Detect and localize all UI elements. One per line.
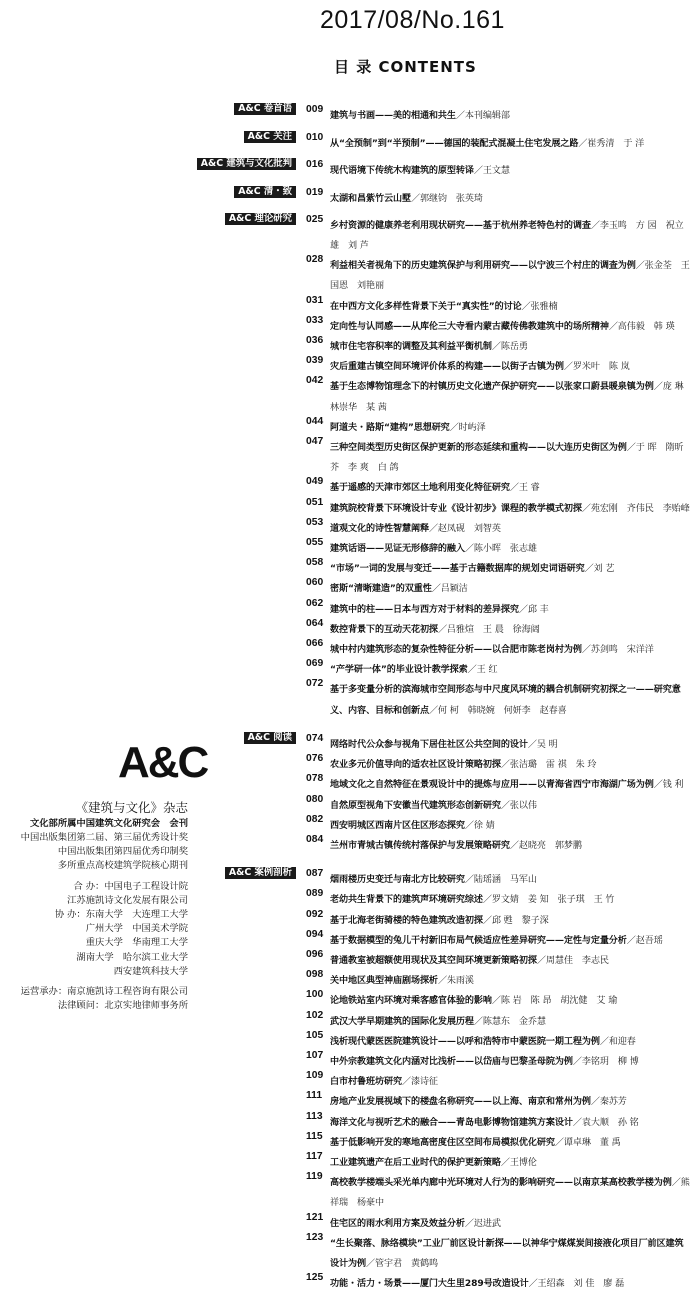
article-author: ／张洁璐 雷 祺 朱 玲 <box>500 760 597 771</box>
page-number: 105 <box>306 1029 324 1041</box>
page-number: 058 <box>306 557 324 569</box>
toc-entry[interactable] <box>0 415 700 435</box>
page-number: 072 <box>306 678 324 690</box>
partner-line: 西安建筑科技大学 <box>113 965 188 977</box>
page-number: 036 <box>306 335 324 347</box>
page-number: 009 <box>306 104 324 115</box>
article-title: 建筑话语——见证无形修辞的融入 <box>330 544 465 555</box>
article-title: 武汉大学早期建筑的国际化发展历程 <box>330 1016 474 1027</box>
article-title: 建筑中的柱——日本与西方对于材料的差异探究 <box>330 604 519 615</box>
article-title: 老幼共生背景下的建筑声环境研究综述 <box>330 895 483 906</box>
article-author: ／王 红 <box>467 665 498 676</box>
page-number: 098 <box>306 969 324 981</box>
article-title: 论地铁站室内环境对乘客感官体验的影响 <box>330 996 492 1007</box>
ac-logo: A&C <box>118 738 208 787</box>
toc-entry[interactable] <box>0 186 700 206</box>
toc-entry[interactable] <box>0 253 700 293</box>
article-author: ／罗文婧 姜 知 张子琪 王 竹 <box>482 895 615 906</box>
article-title: 基于数据模型的兔儿干村新旧布局气候适应性差异研究——定性与定量分析 <box>330 935 627 946</box>
section-tag: A&C 理论研究 <box>225 213 296 225</box>
toc-entry[interactable] <box>0 1029 700 1049</box>
section-tag: A&C 卷首语 <box>234 103 296 115</box>
article-author: ／朱雨溪 <box>437 976 474 987</box>
article-author: ／庞 琳 林崇华 某 茜 <box>330 382 693 413</box>
page-number: 044 <box>306 415 324 427</box>
partner-line: 江苏施凯诗文化发展有限公司 <box>67 894 188 906</box>
article-title: 基于遥感的天津市郊区土地利用变化特征研究 <box>330 483 510 494</box>
article-author: ／郭继钧 张英琦 <box>410 193 483 204</box>
article-title: 房地产业发展视域下的楼盘名称研究——以上海、南京和常州为例 <box>330 1097 591 1108</box>
toc-entry[interactable] <box>0 435 700 475</box>
section-tag: A&C 关注 <box>244 131 296 143</box>
page-number: 033 <box>306 314 324 326</box>
page-number: 031 <box>306 294 324 306</box>
toc-entry[interactable] <box>0 576 700 596</box>
table-of-contents <box>0 96 700 1291</box>
article-author: ／张雅楠 <box>521 301 558 312</box>
article-author: ／张以伟 <box>500 800 537 811</box>
toc-entry[interactable] <box>0 677 700 717</box>
page-number: 082 <box>306 813 324 825</box>
article-author: ／本刊编辑部 <box>455 111 510 121</box>
toc-entry[interactable] <box>0 158 700 178</box>
toc-entry[interactable] <box>0 1069 700 1089</box>
article-author: ／邱 丰 <box>518 604 549 615</box>
article-author: ／赵晓亮 郭梦鹏 <box>509 840 582 851</box>
article-author: ／王博伦 <box>500 1157 537 1168</box>
organization-line: 文化部所属中国建筑文化研究会 会刊 <box>29 818 188 829</box>
page-number: 066 <box>306 638 324 650</box>
article-author: ／钱 利 <box>653 780 684 791</box>
article-author: ／和迎春 <box>599 1036 636 1047</box>
article-title: 城中村内建筑形态的复杂性特征分析——以合肥市陈老岗村为例 <box>330 645 582 656</box>
article-title: 中外宗教建筑文化内涵对比浅析——以岱庙与巴黎圣母院为例 <box>330 1056 573 1067</box>
article-author: ／管宇君 黄鹤鸣 <box>365 1258 438 1269</box>
article-author: ／邱 甦 黎子深 <box>482 915 549 926</box>
toc-entry[interactable] <box>0 772 700 792</box>
article-author: ／罗米叶 陈 岚 <box>563 362 630 373</box>
article-author: ／王文慧 <box>473 166 510 177</box>
article-author: ／张金荃 王国恩 刘艳丽 <box>330 261 690 292</box>
partner-line: 湖南大学 哈尔滨工业大学 <box>76 951 188 963</box>
page-number: 080 <box>306 793 324 805</box>
toc-entry[interactable] <box>0 536 700 556</box>
page-number: 092 <box>306 908 324 920</box>
article-title: 三种空间类型历史街区保护更新的形态延续和重构——以大连历史街区为例 <box>330 443 627 454</box>
page-number: 078 <box>306 773 324 785</box>
issue-number: 2017/08/No.161 <box>320 6 505 34</box>
page-number: 064 <box>306 617 324 629</box>
toc-entry[interactable] <box>0 103 700 123</box>
article-title: “市场”一词的发展与变迁——基于古籍数据库的规划史词语研究 <box>330 564 585 575</box>
section-tag: A&C 案例剖析 <box>225 867 296 879</box>
article-author: ／时屿泽 <box>449 422 486 433</box>
article-author: ／陈小晖 张志雄 <box>464 544 537 555</box>
toc-entry[interactable] <box>0 556 700 576</box>
article-author: ／陈慧东 金乔慧 <box>473 1016 546 1027</box>
article-title: “产学研一体”的毕业设计教学探索 <box>330 665 468 676</box>
article-title: 密斯“清晰建造”的双重性 <box>330 584 432 595</box>
page-number: 039 <box>306 355 324 367</box>
article-title: 普通教室被超额使用现状及其空间环境更新策略初探 <box>330 955 537 966</box>
article-title: 在中西方文化多样性背景下关于“真实性”的讨论 <box>330 301 522 312</box>
article-title: 工业建筑遗产在后工业时代的保护更新策略 <box>330 1157 501 1168</box>
article-title: 海洋文化与视听艺术的融合——青岛电影博物馆建筑方案设计 <box>330 1117 573 1128</box>
page-number: 125 <box>306 1272 324 1284</box>
article-author: ／刘 艺 <box>584 564 615 575</box>
article-author: ／陆瑶涵 马军山 <box>464 875 537 886</box>
article-title: 阿道夫・路斯“建构”思想研究 <box>330 422 450 433</box>
page-number: 010 <box>306 132 324 144</box>
toc-entry[interactable] <box>0 1089 700 1109</box>
article-author: ／漆诗征 <box>401 1077 438 1088</box>
article-author: ／李玉鸣 方 园 祝立雄 刘 芦 <box>330 220 684 252</box>
toc-entry[interactable] <box>0 752 700 772</box>
article-title: 乡村资源的健康养老利用现状研究——基于杭州养老特色村的调查 <box>330 220 591 231</box>
page-number: 123 <box>306 1231 324 1243</box>
article-title: 城市住宅容积率的调整及其利益平衡机制 <box>330 342 492 353</box>
page-number: 111 <box>306 1090 323 1102</box>
toc-section <box>0 158 700 178</box>
article-title: 浅析现代蒙医医院建筑设计——以呼和浩特市中蒙医院一期工程为例 <box>330 1036 600 1047</box>
article-author: ／赵吾瑶 <box>626 935 663 946</box>
article-author: ／徐 婧 <box>464 820 495 831</box>
article-title: 西安明城区西南片区住区形态探究 <box>330 820 465 831</box>
toc-entry[interactable] <box>0 1170 700 1210</box>
article-title: 基于北海老街骑楼的特色建筑改造初探 <box>330 915 483 926</box>
page-number: 115 <box>306 1130 323 1142</box>
page-number: 076 <box>306 753 324 765</box>
article-author: ／苏剑鸣 宋洋洋 <box>581 645 654 656</box>
page-number: 062 <box>306 597 324 609</box>
article-title: 利益相关者视角下的历史建筑保护与利用研究——以宁波三个村庄的调查为例 <box>330 261 636 272</box>
toc-entry[interactable] <box>0 354 700 374</box>
page-number: 121 <box>306 1211 324 1223</box>
article-author: ／迟进武 <box>464 1218 501 1229</box>
article-title: 自然原型视角下安徽当代建筑形态创新研究 <box>330 800 501 811</box>
page-number: 025 <box>306 213 324 225</box>
toc-entry[interactable] <box>0 213 700 253</box>
article-title: 灾后重建古镇空间环境评价体系的构建——以街子古镇为例 <box>330 362 564 373</box>
toc-entry[interactable] <box>0 1049 700 1069</box>
toc-entry[interactable] <box>0 1211 700 1231</box>
toc-entry[interactable] <box>0 1231 700 1271</box>
page-number: 019 <box>306 186 324 198</box>
partner-line: 协 办：东南大学 大连理工大学 <box>54 909 188 921</box>
article-title: 地域文化之自然特征在景观设计中的提炼与应用——以青海省西宁市海湖广场为例 <box>330 780 654 791</box>
article-author: ／苑宏刚 齐伟民 李贻峰 <box>581 503 690 514</box>
page-number: 096 <box>306 948 324 960</box>
article-title: 白市村鲁班坊研究 <box>330 1077 402 1088</box>
toc-entry[interactable] <box>0 1271 700 1291</box>
article-title: “生长聚落、脉络模块”工业厂前区设计新探——以神华宁煤煤炭间接液化项目厂前区建筑设计为例 <box>330 1238 684 1269</box>
partner-line: 合 办：中国电子工程设计院 <box>73 880 188 892</box>
toc-section <box>0 213 700 718</box>
toc-section <box>0 103 700 123</box>
page-number: 119 <box>306 1171 323 1183</box>
article-title: 网络时代公众参与视角下居住社区公共空间的设计 <box>330 739 528 750</box>
article-title: 道观文化的诗性智慧阐释 <box>330 523 429 534</box>
article-author: ／崔秀清 于 洋 <box>578 139 645 150</box>
page-number: 102 <box>306 1009 324 1021</box>
article-author: ／陈岳勇 <box>491 342 528 353</box>
article-author: ／于 晖 隋昕芥 李 爽 白 鸽 <box>330 443 684 474</box>
article-title: 太湖和昌紫竹云山墅 <box>330 193 411 204</box>
page-number: 053 <box>306 516 324 528</box>
article-author: ／王绍森 刘 佳 廖 磊 <box>528 1279 625 1290</box>
toc-entry[interactable] <box>0 1110 700 1130</box>
partner-line: 重庆大学 华南理工大学 <box>85 937 188 949</box>
contents-heading: 目 录 CONTENTS <box>334 58 477 76</box>
article-author: ／高伟毅 韩 瑛 <box>608 321 675 332</box>
article-title: 农业多元价值导向的适农社区设计策略初探 <box>330 760 501 771</box>
page-number: 055 <box>306 537 324 549</box>
section-tag: A&C 建筑与文化批判 <box>197 158 296 170</box>
article-author: ／谭卓琳 董 禹 <box>554 1137 621 1148</box>
magazine-info <box>21 799 188 1013</box>
toc-entry[interactable] <box>0 732 700 752</box>
toc-section <box>0 186 700 206</box>
toc-entry[interactable] <box>0 1130 700 1150</box>
page-number: 060 <box>306 577 324 589</box>
article-author: ／周慧佳 李志民 <box>536 955 609 966</box>
article-author: ／熊祥瑞 杨豪中 <box>330 1178 690 1209</box>
page-number: 094 <box>306 928 324 940</box>
article-title: 关中地区典型神庙剧场探析 <box>330 976 438 987</box>
honor-line: 多所重点高校建筑学院核心期刊 <box>57 860 188 872</box>
article-title: 兰州市青城古镇传统村落保护与发展策略研究 <box>330 840 510 851</box>
toc-entry[interactable] <box>0 637 700 657</box>
page-number: 074 <box>306 732 324 744</box>
article-title: 基于低影响开发的寒地高密度住区空间布局模拟优化研究 <box>330 1137 555 1148</box>
article-author: ／王 睿 <box>509 483 540 494</box>
article-title: 从“全预制”到“半预制”——德国的装配式混凝土住宅发展之路 <box>330 139 579 150</box>
toc-entry[interactable] <box>0 334 700 354</box>
toc-entry[interactable] <box>0 1150 700 1170</box>
partner-line: 运营承办：南京施凯诗工程咨询有限公司 <box>20 986 188 998</box>
article-title: 定向性与认同感——从库伦三大寺看内蒙古藏传佛教建筑中的场所精神 <box>330 321 609 332</box>
article-title: 高校教学楼端头采光单内廊中光环境对人行为的影响研究——以南京某高校教学楼为例 <box>330 1178 672 1189</box>
article-author: ／李铭玥 柳 博 <box>572 1056 639 1067</box>
page-number: 100 <box>306 989 324 1001</box>
toc-section <box>0 131 700 151</box>
article-title: 建筑院校背景下环境设计专业《设计初步》课程的教学模式初探 <box>330 503 582 514</box>
toc-entry[interactable] <box>0 657 700 677</box>
page-number: 107 <box>306 1049 324 1061</box>
toc-entry[interactable] <box>0 496 700 516</box>
article-author: ／何 柯 韩晓婉 何妍李 赵春喜 <box>428 705 567 716</box>
page-number: 042 <box>306 375 324 387</box>
toc-entry[interactable] <box>0 475 700 495</box>
page-number: 089 <box>306 888 324 900</box>
toc-entry[interactable] <box>0 314 700 334</box>
page-number: 028 <box>306 254 324 266</box>
toc-entry[interactable] <box>0 374 700 414</box>
article-title: 烟雨楼历史变迁与南北方比较研究 <box>330 875 465 886</box>
section-tag: A&C 阅读 <box>244 732 296 744</box>
partner-line: 法律顾问：北京实地律师事务所 <box>57 1000 188 1012</box>
page-number: 109 <box>306 1070 324 1082</box>
page-number: 049 <box>306 476 324 488</box>
partner-line: 广州大学 中国美术学院 <box>85 923 188 935</box>
article-title: 现代语境下传统木构建筑的原型转译 <box>330 166 474 177</box>
page-number: 047 <box>306 436 324 448</box>
page-number: 051 <box>306 496 324 508</box>
article-title: 住宅区的雨水利用方案及效益分析 <box>330 1218 465 1229</box>
page-number: 117 <box>306 1150 323 1162</box>
article-title: 基于多变量分析的滨海城市空间形态与中尺度风环境的耦合机制研究初探之一——研究意义、内容、目标和创新点 <box>330 685 681 716</box>
page-number: 016 <box>306 159 324 171</box>
honor-line: 中国出版集团第四届优秀印制奖 <box>57 846 188 858</box>
toc-entry[interactable] <box>0 516 700 536</box>
toc-entry[interactable] <box>0 131 700 151</box>
honor-line: 中国出版集团第二届、第三届优秀设计奖 <box>20 832 188 843</box>
magazine-name: 《建筑与文化》杂志 <box>75 800 188 815</box>
article-title: 建筑与书画——美的相通和共生 <box>330 111 456 121</box>
article-author: ／秦苏芳 <box>590 1097 627 1108</box>
toc-entry[interactable] <box>0 294 700 314</box>
article-author: ／赵凤砚 刘智英 <box>428 523 501 534</box>
article-author: ／袁大顺 孙 铭 <box>572 1117 639 1128</box>
article-title: 基于生态博物馆理念下的村镇历史文化遗产保护研究——以张家口蔚县暖泉镇为例 <box>330 382 654 393</box>
article-author: ／吕雅煊 王 晨 徐海阔 <box>437 624 540 635</box>
page-number: 069 <box>306 658 324 670</box>
article-author: ／吕颖洁 <box>431 584 468 595</box>
article-author: ／吴 明 <box>527 739 558 750</box>
toc-entry[interactable] <box>0 617 700 637</box>
page-number: 087 <box>306 868 324 880</box>
page-number: 084 <box>306 833 324 845</box>
section-tag: A&C 清・致 <box>234 186 296 198</box>
article-author: ／陈 岩 陈 昂 胡沈健 艾 瑜 <box>491 996 618 1007</box>
toc-entry[interactable] <box>0 597 700 617</box>
page-number: 113 <box>306 1110 323 1122</box>
article-title: 功能・活力・场景——厦门大生里289号改造设计 <box>330 1279 529 1290</box>
article-title: 数控背景下的互动天花初探 <box>330 624 438 635</box>
